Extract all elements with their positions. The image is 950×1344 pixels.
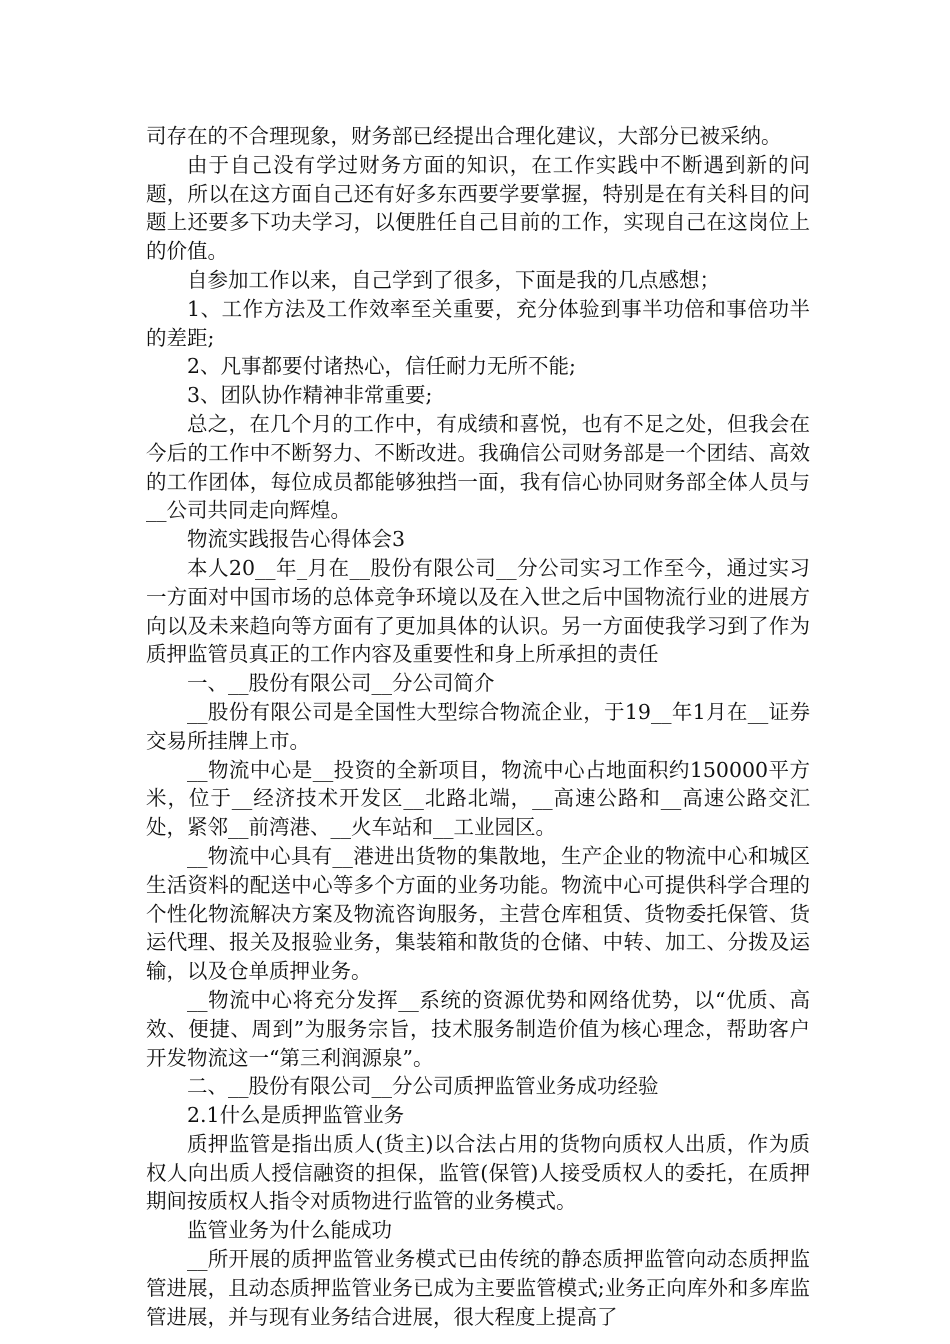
paragraph-summary: 总之，在几个月的工作中，有成绩和喜悦，也有不足之处，但我会在今后的工作中不断努力、不断改进。我确信公司财务部是一个团结、高效的工作团体，每位成员都能够独挡一面，我有信心协同财务部全体人员与__公司共同走向辉煌。 — [146, 411, 810, 523]
heading-2-1: 2.1什么是质押监管业务 — [187, 1103, 405, 1128]
list-item-2: 2、凡事都要付诸热心，信任耐力无所不能; — [187, 354, 576, 379]
paragraph-center-functions: __物流中心具有__港进出货物的集散地，生产企业的物流中心和城区生活资料的配送中心等多个方面的业务功能。物流中心可提供科学合理的个性化物流解决方案及物流咨询服务，主营仓库租赁、货物委托保管、货运代理、报关及报验业务，集装箱和散货的仓储、中转、加工、分拨及运输，以及仓单质押业务。 — [146, 843, 810, 984]
paragraph-pledge-definition: 质押监管是指出质人(货主)以合法占用的货物向质权人出质，作为质权人向出质人授信融资的担保，监管(保管)人接受质权人的委托，在质押期间按质权人指令对质物进行监管的业务模式。 — [146, 1131, 810, 1214]
paragraph-logistics-center: __物流中心是__投资的全新项目，物流中心占地面积约150000平方米，位于__经济技术开发区__北路北端，__高速公路和__高速公路交汇处，紧邻__前湾港、__火车站和__工业园区。 — [146, 757, 810, 840]
paragraph-company: __股份有限公司是全国性大型综合物流企业，于19__年1月在__证券交易所挂牌上市。 — [146, 699, 810, 753]
paragraph-reflections-intro: 自参加工作以来，自己学到了很多，下面是我的几点感想； — [187, 267, 720, 292]
document-page — [146, 122, 810, 1331]
section-title: 物流实践报告心得体会3 — [187, 527, 406, 552]
heading-pledge-experience: 二、__股份有限公司__分公司质押监管业务成功经验 — [187, 1074, 659, 1099]
paragraph-finance-knowledge: 由于自己没有学过财务方面的知识，在工作实践中不断遇到新的问题，所以在这方面自己还有好多东西要学要掌握，特别是在有关科目的问题上还要多下功夫学习，以便胜任自己目前的工作，实现自己在这岗位上的价值。 — [146, 152, 810, 264]
list-item-1: 1、工作方法及工作效率至关重要，充分体验到事半功倍和事倍功半的差距; — [146, 296, 810, 350]
paragraph-continued: 司存在的不合理现象，财务部已经提出合理化建议，大部分已被采纳。 — [146, 124, 782, 148]
paragraph-internship: 本人20__年_月在__股份有限公司__分公司实习工作至今，通过实习一方面对中国市场的总体竞争环境以及在入世之后中国物流行业的进展方向以及未来趋向等方面有了更加具体的认识。另一方面使我学习到了作为质押监管员真正的工作内容及重要性和身上所承担的责任 — [146, 555, 810, 667]
paragraph-center-mission: __物流中心将充分发挥__系统的资源优势和网络优势，以“优质、高效、便捷、周到”为服务宗旨，技术服务制造价值为核心理念，帮助客户开发物流这一“第三利润源泉”。 — [146, 987, 810, 1070]
list-item-3: 3、团队协作精神非常重要; — [187, 383, 433, 408]
heading-why-success: 监管业务为什么能成功 — [187, 1218, 392, 1243]
heading-company-intro: 一、__股份有限公司__分公司简介 — [187, 671, 495, 696]
paragraph-pledge-model: __所开展的质押监管业务模式已由传统的静态质押监管向动态质押监管进展，且动态质押监管业务已成为主要监管模式;业务正向库外和多库监管进展，并与现有业务结合进展，很大程度上提高了 — [146, 1247, 810, 1329]
